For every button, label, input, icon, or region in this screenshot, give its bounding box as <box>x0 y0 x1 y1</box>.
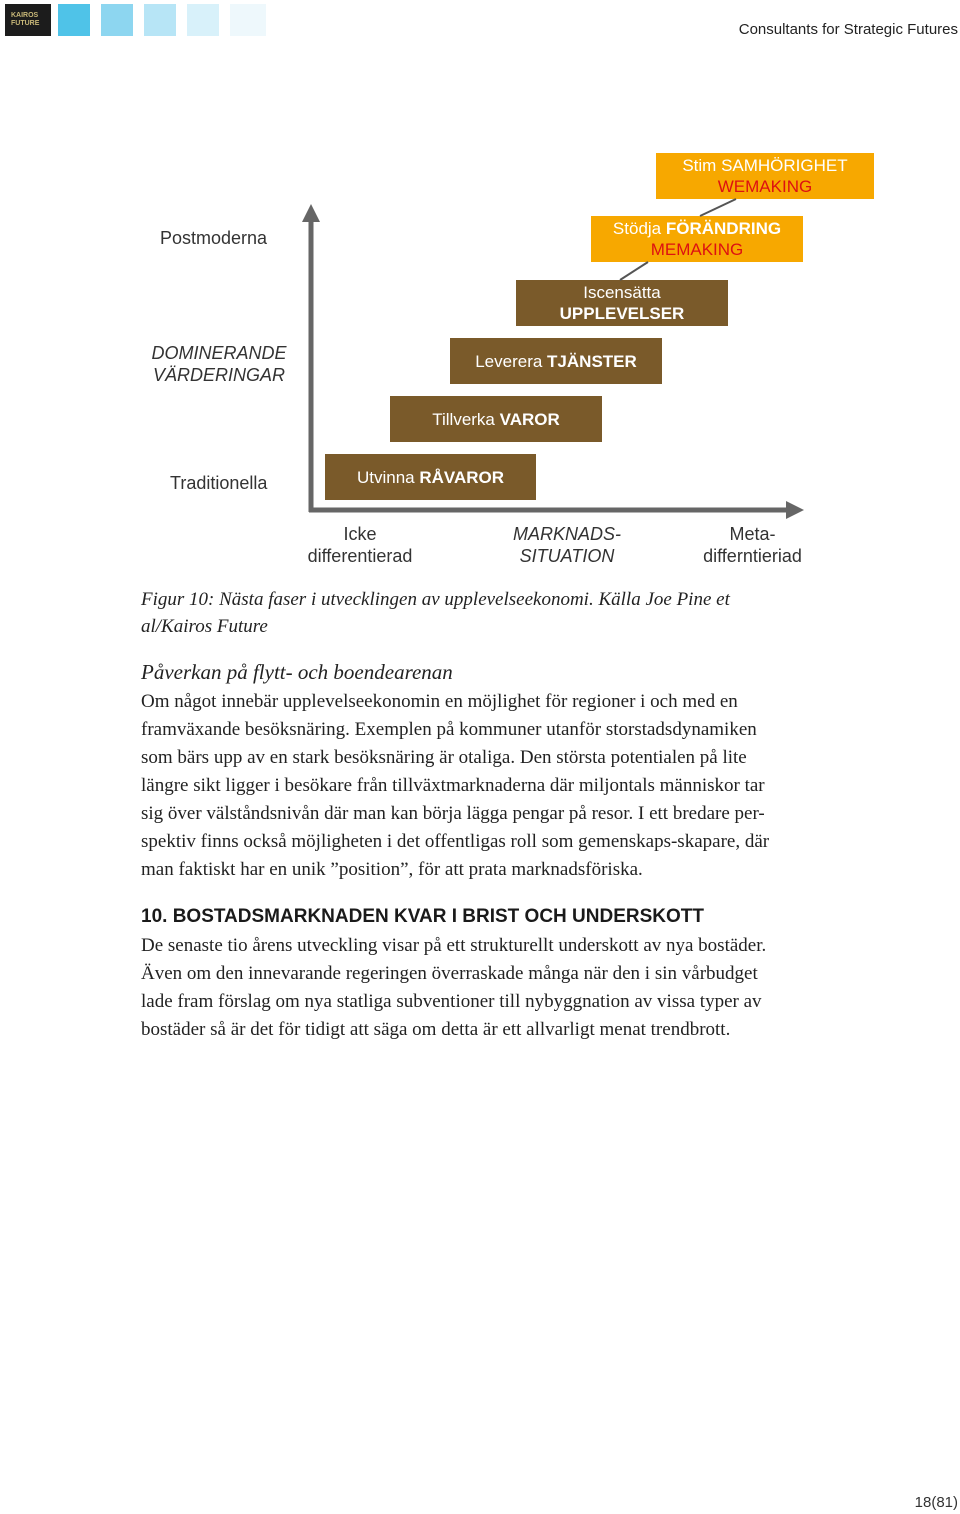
figure-caption: Figur 10: Nästa faser i utvecklingen av upplevelseekonomi. Källa Joe Pine et al/Kairos Future <box>141 589 730 637</box>
step-stodja-forandring: Stödja FÖRÄNDRING MEMAKING <box>591 216 803 262</box>
paragraph-1: Om något innebär upplevelseekonomin en möjlighet för regioner i och med en framväxande besöksnäring. Exemplen på kommuner utanför storstadsdynamiken som bärs upp av en stark besöksnäring är otaliga. Den största potentialen på lite längre sikt ligger i besökare från tillväxtmarknaderna där miljontals människor tar sig över välståndsnivån där man kan börja lägga pengar på resor. I ett bredare per- spektiv finns också möjligheten i det offentligas roll som gemenskaps-skapare, där man faktiskt har en unik ”position”, för att prata marknadsföriska. <box>141 691 770 880</box>
x-label-metadifferentierad: Meta- differntieriad <box>703 524 802 566</box>
y-label-traditionella: Traditionella <box>170 473 268 493</box>
logo-text-1: KAIROS <box>11 12 39 19</box>
section-title: 10. BOSTADSMARKNADEN KVAR I BRIST OCH UNDERSKOTT <box>141 906 704 927</box>
header-title: Consultants for Strategic Futures <box>738 21 958 38</box>
step-leverera-tjanster: Leverera TJÄNSTER <box>450 338 662 384</box>
page-number: 18(81) <box>914 1494 958 1511</box>
step-utvinna-ravaror: Utvinna RÅVAROR <box>325 454 536 500</box>
step-tillverka-varor: Tillverka VAROR <box>390 396 602 442</box>
y-label-postmoderna: Postmoderna <box>160 228 268 248</box>
section-paragraph: De senaste tio årens utveckling visar på ett strukturellt underskott av nya bostäder. Även om den innevarande regeringen överraskade många när den i sin vårbudget lade fram förslag om nya statliga subventioner till nybyggnation av vissa typer av bostäder så är det för tidigt att säga om detta är ett allvarligt menat trendbrott. <box>141 935 767 1040</box>
logo-text-2: FUTURE <box>11 20 40 27</box>
connector-2 <box>700 199 736 216</box>
connector-1 <box>620 262 648 280</box>
x-label-icke-differentierad: Icke differentierad <box>307 524 413 566</box>
step-iscensatta-upplevelser: Iscensätta UPPLEVELSER <box>516 280 728 326</box>
x-label-marknadssituation: MARKNADS- SITUATION <box>512 524 621 566</box>
step-stim-samhorighet: Stim SAMHÖRIGHET WEMAKING <box>656 153 874 199</box>
step-connectors <box>0 0 960 580</box>
subheading: Påverkan på flytt- och boendearenan <box>141 660 453 684</box>
y-label-dominerande: DOMINERANDE VÄRDERINGAR <box>151 343 287 385</box>
